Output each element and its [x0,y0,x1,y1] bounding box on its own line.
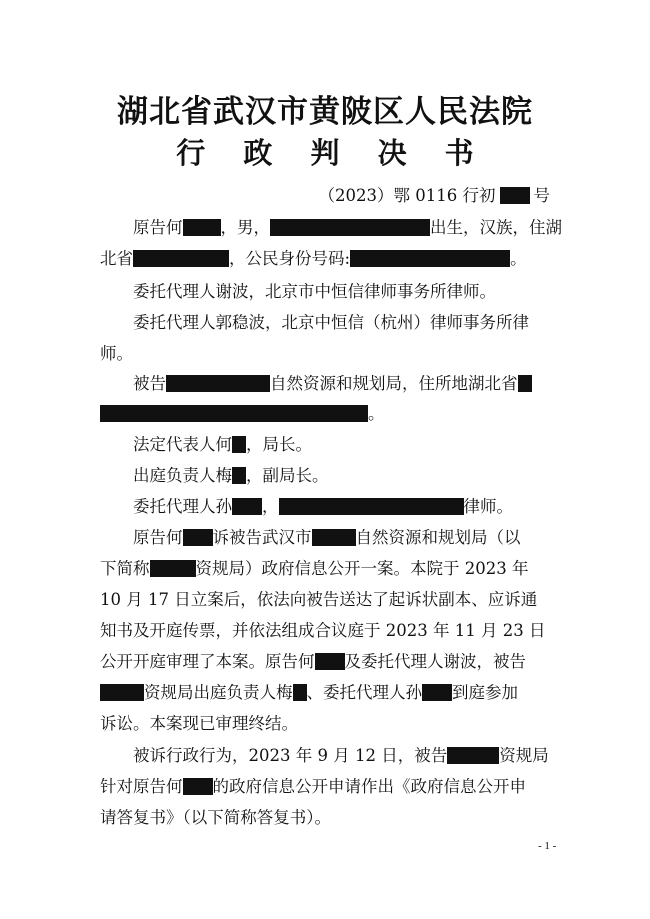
redaction-block [293,684,307,701]
redaction-block [232,436,246,453]
text-run: 被诉行政行为，2023 年 9 月 12 日，被告 [133,746,448,765]
text-run: 律师。 [463,497,513,516]
case-para-line-5 [100,652,570,672]
text-run: 自然资源和规划局，住所地湖北省 [270,374,518,393]
text-run: 北省 [100,249,133,268]
text-run: 被告 [133,374,166,393]
text-run: ，局长。 [246,435,312,454]
case-number-suffix: 号 [533,186,550,205]
agent-3 [133,497,603,517]
text-run: 公开开庭审理了本案。原告何 [100,652,315,671]
action-para-line-3: 请答复书》（以下简称答复书）。 [100,808,331,827]
redaction-block [315,653,345,670]
redaction-block [133,250,229,267]
text-run: ，副局长。 [246,466,329,485]
redaction-block [183,529,213,546]
case-number-prefix: （2023）鄂 0116 行初 [318,186,496,205]
redaction-block [100,405,368,422]
text-run: ， [262,497,279,516]
case-para-line-4: 知书及开庭传票，并依法组成合议庭于 2023 年 11 月 23 日 [100,621,546,640]
text-run: 资规局出庭负责人梅 [144,683,293,702]
text-run: 资规局）政府信息公开一案。本院于 2023 年 [195,559,529,578]
text-run: 。 [510,249,527,268]
redaction-block [422,684,452,701]
court-name: 湖北省武汉市黄陂区人民法院 [117,94,533,130]
redaction-block [166,375,270,392]
redaction-block [183,219,221,236]
case-para-line-3: 10 月 17 日立案后，依法向被告送达了起诉状副本、应诉通 [100,590,538,609]
redaction-block [232,467,246,484]
page-number: - 1 - [538,840,557,852]
agent-1: 委托代理人谢波，北京市中恒信律师事务所律师。 [133,282,496,301]
redaction-block [100,684,144,701]
agent-2-line-1: 委托代理人郭稳波，北京中恒信（杭州）律师事务所律 [133,313,529,332]
text-run: 委托代理人孙 [133,497,232,516]
text-run: 下简称 [100,559,150,578]
text-run: ，公民身份号码: [229,249,351,268]
redaction-block [500,187,530,204]
document-type: 行 政 判 决 书 [176,136,488,170]
redaction-block [279,498,464,515]
text-run: 原告何 [133,528,183,547]
redaction-block [447,747,499,764]
text-run: 出庭负责人梅 [133,466,232,485]
case-para-line-6 [100,683,570,703]
agent-2-line-2: 师。 [100,344,133,363]
court-representative [133,466,603,486]
legal-representative [133,435,603,455]
redaction-block [232,498,262,515]
text-run: 出生，汉族，住湖 [430,218,562,237]
action-para-line-1 [133,746,603,766]
text-run: 原告何 [133,218,183,237]
text-run: ，男， [220,218,270,237]
redaction-block [312,529,356,546]
plaintiff-line-2 [100,249,570,269]
text-run: 。 [368,404,385,423]
text-run: 资规局 [499,746,549,765]
redaction-block [150,560,196,577]
action-para-line-2 [100,777,570,797]
case-para-line-1 [133,528,603,548]
text-run: 、委托代理人孙 [306,683,422,702]
text-run: 针对原告何 [100,777,183,796]
plaintiff-line-1 [133,218,603,238]
redaction-block [270,219,430,236]
defendant-line-2 [100,404,570,424]
defendant-line-1 [133,374,603,394]
text-run: 法定代表人何 [133,435,232,454]
text-run: 的政府信息公开申请作出《政府信息公开申 [212,777,526,796]
redaction-block [518,375,532,392]
text-run: 及委托代理人谢波，被告 [344,652,526,671]
case-para-line-2 [100,559,570,579]
text-run: 到庭参加 [452,683,518,702]
case-number [100,186,550,206]
redaction-block [350,250,510,267]
text-run: 诉被告武汉市 [212,528,312,547]
text-run: 自然资源和规划局（以 [355,528,521,547]
case-para-line-7: 诉讼。本案现已审理终结。 [100,714,298,733]
redaction-block [183,778,213,795]
